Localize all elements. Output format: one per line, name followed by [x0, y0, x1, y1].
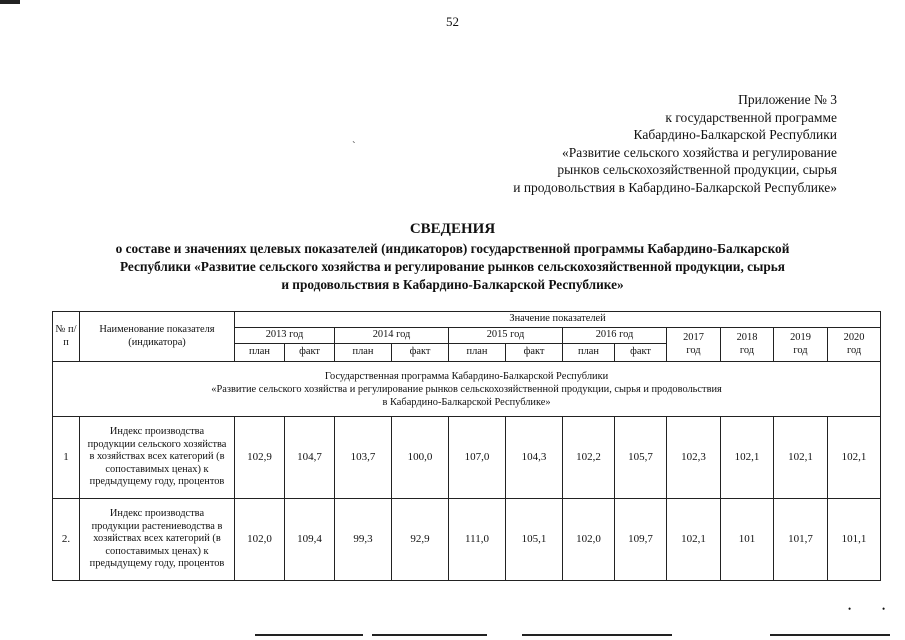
value-cell: 102,9 — [235, 417, 285, 499]
row-number: 1 — [53, 417, 80, 499]
value-cell: 107,0 — [449, 417, 506, 499]
header-year: 2015 год — [449, 328, 563, 344]
row-number: 2. — [53, 499, 80, 581]
header-year: 2013 год — [235, 328, 335, 344]
heading-subtitle-line: и продовольствия в Кабардино-Балкарской Республике» — [281, 277, 624, 292]
scan-artifact: • — [848, 604, 852, 614]
header-fact: факт — [615, 344, 667, 362]
value-cell: 101,7 — [774, 499, 828, 581]
page-number: 52 — [446, 14, 459, 29]
appendix-line: к государственной программе — [665, 109, 837, 125]
appendix-note — [513, 91, 837, 197]
value-cell: 103,7 — [335, 417, 392, 499]
header-plan: план — [235, 344, 285, 362]
header-fact: факт — [506, 344, 563, 362]
value-cell: 101 — [721, 499, 774, 581]
header-plan: план — [563, 344, 615, 362]
value-cell: 100,0 — [392, 417, 449, 499]
value-cell: 99,3 — [335, 499, 392, 581]
header-num: № п/п — [53, 312, 80, 362]
scan-edge-line — [372, 634, 487, 636]
value-cell: 102,1 — [721, 417, 774, 499]
appendix-line: Приложение № 3 — [738, 92, 837, 107]
scan-artifact: • — [882, 604, 886, 614]
scan-edge-mark — [0, 0, 20, 4]
indicator-name: Индекс производства продукции растениеводства в хозяйствах всех категорий (в сопоставимых ценах) к предыдущему году, процентов — [80, 499, 235, 581]
value-cell: 102,0 — [235, 499, 285, 581]
value-cell: 102,0 — [563, 499, 615, 581]
header-year: 2017 год — [667, 328, 721, 362]
value-cell: 102,1 — [828, 417, 881, 499]
value-cell: 104,3 — [506, 417, 563, 499]
value-cell: 92,9 — [392, 499, 449, 581]
value-cell: 102,2 — [563, 417, 615, 499]
appendix-line: рынков сельскохозяйственной продукции, сырья — [557, 162, 837, 178]
indicators-table — [52, 311, 881, 581]
header-fact: факт — [285, 344, 335, 362]
table-row — [53, 417, 881, 499]
header-plan: план — [449, 344, 506, 362]
scan-edge-line — [255, 634, 363, 636]
header-row-group — [53, 312, 881, 328]
header-plan: план — [335, 344, 392, 362]
appendix-line: «Развитие сельского хозяйства и регулирование — [562, 144, 837, 160]
program-row — [53, 362, 881, 417]
value-cell: 102,3 — [667, 417, 721, 499]
scan-edge-line — [770, 634, 890, 636]
value-cell: 111,0 — [449, 499, 506, 581]
value-cell: 105,7 — [615, 417, 667, 499]
appendix-line: и продовольствия в Кабардино-Балкарской Республике» — [513, 179, 837, 195]
table-row — [53, 499, 881, 581]
heading-subtitle-line: Республики «Развитие сельского хозяйства и регулирование рынков сельскохозяйственной продукции, сырья — [119, 259, 786, 274]
header-values-group: Значение показателей — [235, 312, 881, 328]
header-name: Наименование показателя (индикатора) — [80, 312, 235, 362]
value-cell: 102,1 — [667, 499, 721, 581]
document-heading — [0, 218, 905, 294]
value-cell: 109,7 — [615, 499, 667, 581]
scan-artifact: ` — [352, 140, 356, 152]
value-cell: 104,7 — [285, 417, 335, 499]
program-title — [53, 362, 881, 417]
header-year: 2014 год — [335, 328, 449, 344]
value-cell: 102,1 — [774, 417, 828, 499]
appendix-line: Кабардино-Балкарской Республики — [633, 127, 837, 143]
program-title-line: «Развитие сельского хозяйства и регулирование рынков сельскохозяйственной продукции, сырья и продовольствия — [211, 383, 722, 395]
header-fact: факт — [392, 344, 449, 362]
heading-title: СВЕДЕНИЯ — [409, 221, 496, 237]
indicator-name: Индекс производства продукции сельского хозяйства в хозяйствах всех категорий (в сопоставимых ценах) к предыдущему году, процентов — [80, 417, 235, 499]
value-cell: 109,4 — [285, 499, 335, 581]
scan-edge-line — [522, 634, 672, 636]
value-cell: 105,1 — [506, 499, 563, 581]
value-cell: 101,1 — [828, 499, 881, 581]
program-title-line: в Кабардино-Балкарской Республике» — [382, 396, 551, 408]
heading-subtitle — [0, 240, 905, 294]
header-year: 2016 год — [563, 328, 667, 344]
program-title-line: Государственная программа Кабардино-Балкарской Республики — [324, 370, 609, 382]
heading-subtitle-line: о составе и значениях целевых показателей (индикаторов) государственной программы Кабардино-Балкарской — [115, 241, 790, 256]
header-year: 2019 год — [774, 328, 828, 362]
header-year: 2020 год — [828, 328, 881, 362]
header-year: 2018 год — [721, 328, 774, 362]
